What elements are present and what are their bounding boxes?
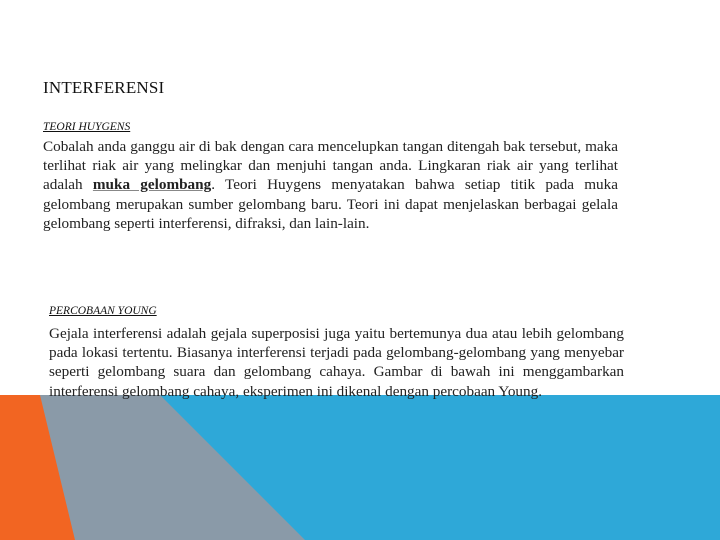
- paragraph-huygens-text-1: Cobalah anda ganggu air di bak dengan cara mencelupkan tangan ditengah bak tersebut, maka terlihat riak air yang melingkar dan menjuhi tangan anda. Lingkaran riak air yang terlihat adalah: [43, 138, 618, 194]
- slide-title: INTERFERENSI: [43, 78, 165, 97]
- bold-term-muka-gelombang: muka gelombang: [92, 176, 212, 194]
- section-label-huygens: TEORI HUYGENS: [43, 121, 131, 133]
- paragraph-huygens: [43, 137, 618, 233]
- section-label-young: PERCOBAAN YOUNG: [49, 305, 157, 317]
- paragraph-huygens-text-2: . Teori Huygens menyatakan bahwa setiap titik pada muka gelombang merupakan sumber gelombang baru. Teori ini dapat menjelaskan berbagai gelala gelombang seperti interferensi, difraksi, dan lain-lain.: [43, 176, 618, 232]
- paragraph-young: Gejala interferensi adalah gejala superposisi juga yaitu bertemunya dua atau lebih gelombang pada lokasi tertentu. Biasanya interferensi terjadi pada gelombang-gelombang yang menyebar seperti gelombang suara dan gelombang cahaya. Gambar di bawah ini menggambarkan interferensi gelombang cahaya, eksperimen ini dikenal dengan percobaan Young.: [49, 325, 624, 400]
